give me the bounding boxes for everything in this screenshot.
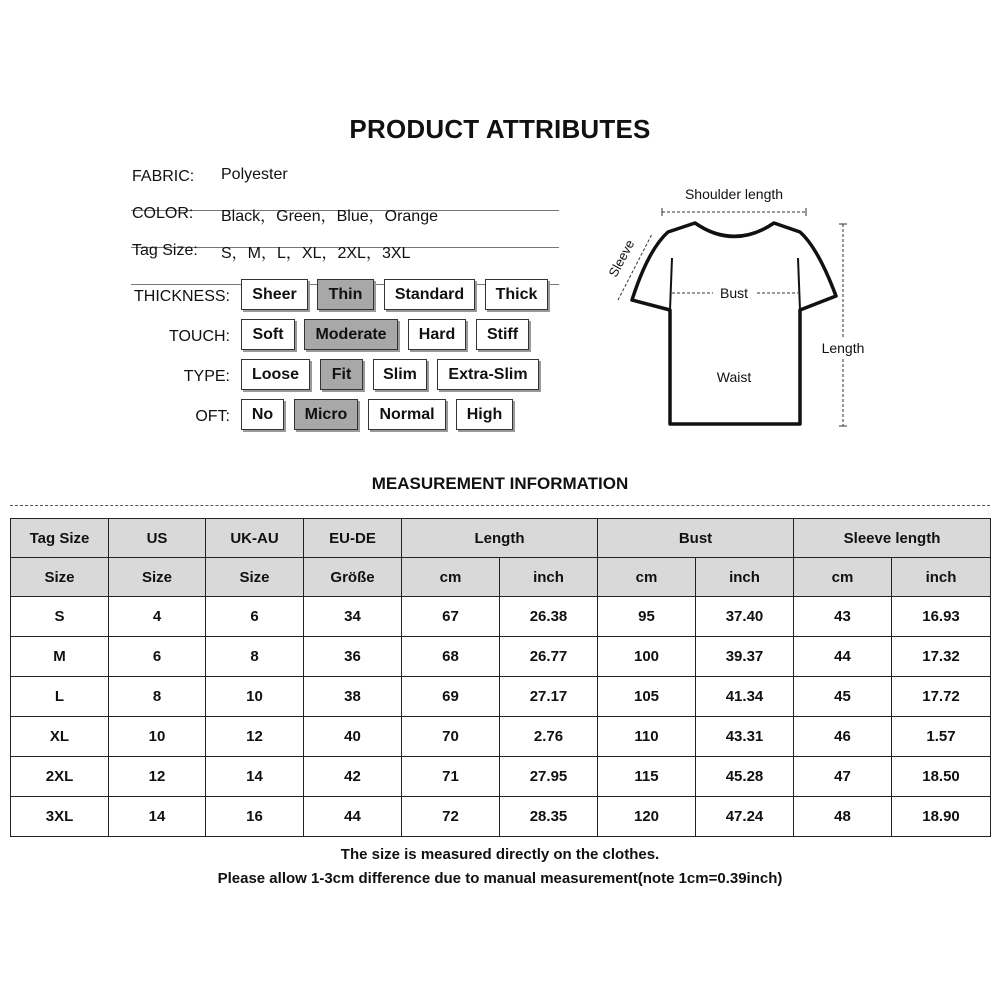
table-cell: 115 <box>598 757 696 797</box>
diagram-bust-label: Bust <box>719 285 749 301</box>
table-cell: 2.76 <box>500 717 598 757</box>
table-cell: 120 <box>598 797 696 837</box>
color-row <box>131 203 559 240</box>
table-cell: 42 <box>304 757 402 797</box>
header-cell: Length <box>402 519 598 558</box>
subheader-cell: cm <box>794 558 892 597</box>
table-cell: 17.72 <box>892 677 991 717</box>
table-cell: 110 <box>598 717 696 757</box>
table-cell: 38 <box>304 677 402 717</box>
thickness-option-thin[interactable]: Thin <box>317 279 374 310</box>
table-row <box>11 757 991 797</box>
table-cell: 10 <box>109 717 206 757</box>
subheader-cell: Size <box>109 558 206 597</box>
table-cell: 26.77 <box>500 637 598 677</box>
table-cell: 3XL <box>11 797 109 837</box>
table-cell: 27.95 <box>500 757 598 797</box>
subheader-cell: inch <box>892 558 991 597</box>
table-cell: 17.32 <box>892 637 991 677</box>
table-cell: 67 <box>402 597 500 637</box>
table-cell: 26.38 <box>500 597 598 637</box>
table-cell: 34 <box>304 597 402 637</box>
oft-option-normal[interactable]: Normal <box>368 399 446 430</box>
tag-size-row <box>131 240 559 277</box>
table-cell: 6 <box>109 637 206 677</box>
header-cell: UK-AU <box>206 519 304 558</box>
table-cell: 12 <box>109 757 206 797</box>
table-cell: 36 <box>304 637 402 677</box>
table-cell: 16.93 <box>892 597 991 637</box>
oft-option-micro[interactable]: Micro <box>294 399 358 430</box>
subheader-cell: Size <box>206 558 304 597</box>
table-cell: 46 <box>794 717 892 757</box>
header-cell: EU-DE <box>304 519 402 558</box>
table-cell: 8 <box>109 677 206 717</box>
header-cell: Sleeve length <box>794 519 991 558</box>
table-cell: 8 <box>206 637 304 677</box>
tag-size-value: S，M，L，XL，2XL，3XL <box>221 245 411 262</box>
table-cell: 18.90 <box>892 797 991 837</box>
table-cell: XL <box>11 717 109 757</box>
table-cell: 14 <box>206 757 304 797</box>
table-cell: 12 <box>206 717 304 757</box>
table-cell: 4 <box>109 597 206 637</box>
diagram-length-label: Length <box>821 340 865 356</box>
table-cell: 14 <box>109 797 206 837</box>
type-option-loose[interactable]: Loose <box>241 359 310 390</box>
table-cell: 47 <box>794 757 892 797</box>
table-cell: 69 <box>402 677 500 717</box>
note-line-1: The size is measured directly on the clothes. <box>340 846 660 863</box>
thickness-label: THICKNESS: <box>133 288 230 305</box>
fabric-value: Polyester <box>221 166 288 183</box>
table-cell: 71 <box>402 757 500 797</box>
type-label: TYPE: <box>183 368 230 385</box>
table-cell: 27.17 <box>500 677 598 717</box>
note-line-2: Please allow 1-3cm difference due to manual measurement(note 1cm=0.39inch) <box>217 870 783 887</box>
table-cell: L <box>11 677 109 717</box>
header-cell: Bust <box>598 519 794 558</box>
table-cell: 100 <box>598 637 696 677</box>
table-cell: 10 <box>206 677 304 717</box>
header-cell: Tag Size <box>11 519 109 558</box>
subheader-cell: inch <box>500 558 598 597</box>
table-cell: 39.37 <box>696 637 794 677</box>
table-cell: 44 <box>304 797 402 837</box>
thickness-option-standard[interactable]: Standard <box>384 279 475 310</box>
tshirt-diagram <box>600 180 880 440</box>
table-cell: 70 <box>402 717 500 757</box>
measurement-title: MEASUREMENT INFORMATION <box>371 474 629 493</box>
table-cell: 44 <box>794 637 892 677</box>
header-cell: US <box>109 519 206 558</box>
size-table <box>10 518 991 837</box>
touch-option-moderate[interactable]: Moderate <box>304 319 398 350</box>
table-cell: 1.57 <box>892 717 991 757</box>
table-row <box>11 597 991 637</box>
subheader-cell: cm <box>598 558 696 597</box>
table-cell: 18.50 <box>892 757 991 797</box>
oft-option-no[interactable]: No <box>241 399 284 430</box>
table-cell: 45.28 <box>696 757 794 797</box>
table-cell: 40 <box>304 717 402 757</box>
tag-size-label: Tag Size: <box>132 242 198 259</box>
table-cell: 6 <box>206 597 304 637</box>
type-option-fit[interactable]: Fit <box>320 359 363 390</box>
color-label: COLOR: <box>132 205 194 222</box>
table-cell: 45 <box>794 677 892 717</box>
table-row <box>11 717 991 757</box>
table-cell: 37.40 <box>696 597 794 637</box>
diagram-waist-label: Waist <box>716 369 752 385</box>
type-option-slim[interactable]: Slim <box>373 359 427 390</box>
table-cell: 43 <box>794 597 892 637</box>
table-cell: 28.35 <box>500 797 598 837</box>
table-cell: 16 <box>206 797 304 837</box>
table-row <box>11 677 991 717</box>
table-cell: 105 <box>598 677 696 717</box>
touch-option-hard[interactable]: Hard <box>408 319 466 350</box>
table-cell: 68 <box>402 637 500 677</box>
table-row <box>11 797 991 837</box>
fabric-label: FABRIC: <box>132 168 195 185</box>
table-cell: 72 <box>402 797 500 837</box>
subheader-cell: Size <box>11 558 109 597</box>
table-cell: 48 <box>794 797 892 837</box>
table-cell: 43.31 <box>696 717 794 757</box>
thickness-option-thick[interactable]: Thick <box>485 279 548 310</box>
fabric-row <box>131 166 559 203</box>
thickness-option-sheer[interactable]: Sheer <box>241 279 308 310</box>
oft-label: OFT: <box>195 408 230 425</box>
diagram-shoulder-label: Shoulder length <box>684 186 784 202</box>
table-cell: 47.24 <box>696 797 794 837</box>
subheader-cell: Größe <box>304 558 402 597</box>
table-cell: 95 <box>598 597 696 637</box>
page-title: PRODUCT ATTRIBUTES <box>349 114 651 144</box>
touch-label: TOUCH: <box>168 328 230 345</box>
dashed-divider <box>10 505 990 506</box>
oft-option-high[interactable]: High <box>456 399 513 430</box>
table-cell: 41.34 <box>696 677 794 717</box>
color-value: Black，Green，Blue，Orange <box>221 208 438 225</box>
type-option-extra-slim[interactable]: Extra-Slim <box>437 359 539 390</box>
table-subheader-row <box>11 558 991 597</box>
table-cell: S <box>11 597 109 637</box>
table-row <box>11 637 991 677</box>
table-header-row <box>11 519 991 558</box>
touch-option-soft[interactable]: Soft <box>241 319 295 350</box>
subheader-cell: cm <box>402 558 500 597</box>
subheader-cell: inch <box>696 558 794 597</box>
touch-option-stiff[interactable]: Stiff <box>476 319 529 350</box>
diagram-sleeve-label: Sleeve <box>605 237 638 280</box>
table-cell: 2XL <box>11 757 109 797</box>
table-cell: M <box>11 637 109 677</box>
